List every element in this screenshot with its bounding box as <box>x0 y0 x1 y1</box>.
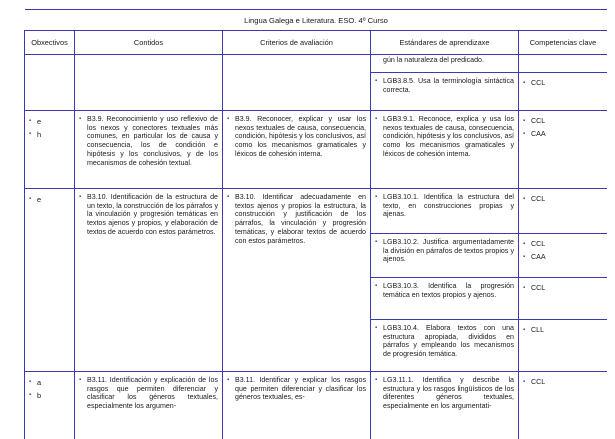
standard-block <box>371 73 518 110</box>
table-row <box>25 189 608 372</box>
contenidos-cell <box>75 372 223 439</box>
header-estandares: Estándares de aprendizaxe <box>371 31 519 55</box>
standard-text: ▪ LGB3.8.5. Usa la terminología sintáctica correcta. <box>375 77 514 94</box>
table-row <box>25 372 608 439</box>
estandares-cell <box>371 55 519 111</box>
contenidos-cell <box>75 111 223 189</box>
table-row <box>25 111 608 189</box>
objetivos-cell <box>25 55 75 111</box>
contenido-text: ▪ B3.11. Identificación y explicación de los rasgos que permiten diferenciar y clasificar los géneros textuales, especialmente los argumen- <box>79 376 218 411</box>
standard-block <box>371 55 518 73</box>
criterios-cell <box>223 55 371 111</box>
standard-text: ▪ LGB3.10.2. Justifica argumentadamente la división en párrafos de textos propios y ajenos. <box>375 238 514 264</box>
competencia-item: ▪ CAA <box>523 128 603 141</box>
objetivos-cell <box>25 372 75 439</box>
objetivo-item: ▪ b <box>29 389 70 402</box>
competencia-item: ▪ CCL <box>523 376 603 389</box>
criterio-text: ▪ B3.10. Identificar adecuadamente en textos ajenos y propios la estructura, la construcción y justificación de los párrafos, la vinculación y progresión temáticas, y elaborar textos de acuerdo con estos parámetros. <box>227 193 366 245</box>
standard-text: gún la naturaleza del predicado. <box>383 56 484 64</box>
objetivo-item: ▪ e <box>29 115 70 128</box>
estandares-cell <box>371 372 519 439</box>
header-contenidos: Contidos <box>75 31 223 55</box>
competencia-item: ▪ CCL <box>523 193 603 206</box>
header-row <box>25 31 608 55</box>
standard-text: ▪ LGB3.10.3. Identifica la progresión temática en textos propios y ajenos. <box>375 282 514 299</box>
document-page <box>24 9 607 439</box>
competencias-cell <box>519 111 608 189</box>
criterios-cell <box>223 111 371 189</box>
standard-text: ▪ LGB3.10.1. Identifica la estructura del texto, en construcciones propias y ajenas. <box>375 193 514 219</box>
standard-text: ▪ LG3.11.1. Identifica y describe la estructura y los rasgos lingüísticos de los diferentes géneros textuales, especialmente en los argumentati- <box>375 376 514 411</box>
standard-text: ▪ LGB3.10.4. Elabora textos con una estructura apropiada, divididos en párrafos y empleando los mecanismos de progresión temática. <box>375 324 514 359</box>
competencia-item: ▪ CCL <box>523 115 603 128</box>
objetivo-item: ▪ a <box>29 376 70 389</box>
header-objetivos: Obxectivos <box>25 31 75 55</box>
competencia-item: ▪ CAA <box>523 251 603 264</box>
contenido-text: ▪ B3.9. Reconocimiento y uso reflexivo de los nexos y conectores textuales más comunes, en particular los de causa y consecuencia, los de condición e hipótesis y los conclusivos, y de los mecanismos de cohesión textual. <box>79 115 218 167</box>
criterios-cell <box>223 189 371 372</box>
competencia-item: ▪ CLL <box>523 324 603 337</box>
objetivo-item: ▪ h <box>29 128 70 141</box>
competencias-cell <box>519 372 608 439</box>
standard-block <box>371 320 518 371</box>
table-title: Lingua Galega e Literatura. ESO. 4º Curso <box>25 10 608 31</box>
objetivos-cell <box>25 189 75 372</box>
contenido-text: ▪ B3.10. Identificación de la estructura de un texto, la construcción de los párrafos y la vinculación y progresión temáticas en textos ajenos y propios, y elaboración de textos de acuerdo con estos parámetros. <box>79 193 218 237</box>
contenidos-cell <box>75 189 223 372</box>
curriculum-table <box>24 9 607 439</box>
competencias-cell <box>519 55 608 111</box>
standard-text: ▪ LGB3.9.1. Reconoce, explica y usa los nexos textuales de causa, consecuencia, condición, hipótesis y los conclusivos, así como los mecanismos gramaticales y léxicos de cohesión interna. <box>375 115 514 159</box>
objetivos-cell <box>25 111 75 189</box>
table-row <box>25 55 608 111</box>
competencia-item: ▪ CCL <box>523 282 603 295</box>
competencia-item: ▪ CCL <box>523 77 603 90</box>
criterios-cell <box>223 372 371 439</box>
criterio-text: ▪ B3.9. Reconocer, explicar y usar los nexos textuales de causa, consecuencia, condición, hipótesis y los conclusivos, así como los mecanismos gramaticales y léxicos de cohesión interna. <box>227 115 366 159</box>
competencia-item: ▪ CCL <box>523 238 603 251</box>
standard-block <box>371 278 518 320</box>
contenidos-cell <box>75 55 223 111</box>
standard-block <box>371 234 518 278</box>
header-criterios: Criterios de avaliación <box>223 31 371 55</box>
estandares-cell <box>371 189 519 372</box>
criterio-text: ▪ B3.11. Identificar y explicar los rasgos que permiten diferenciar y clasificar los géneros textuales, es- <box>227 376 366 402</box>
header-competencias: Competencias clave <box>519 31 608 55</box>
estandares-cell <box>371 111 519 189</box>
objetivo-item: ▪ e <box>29 193 70 206</box>
competencias-cell <box>519 189 608 372</box>
standard-block <box>371 189 518 234</box>
